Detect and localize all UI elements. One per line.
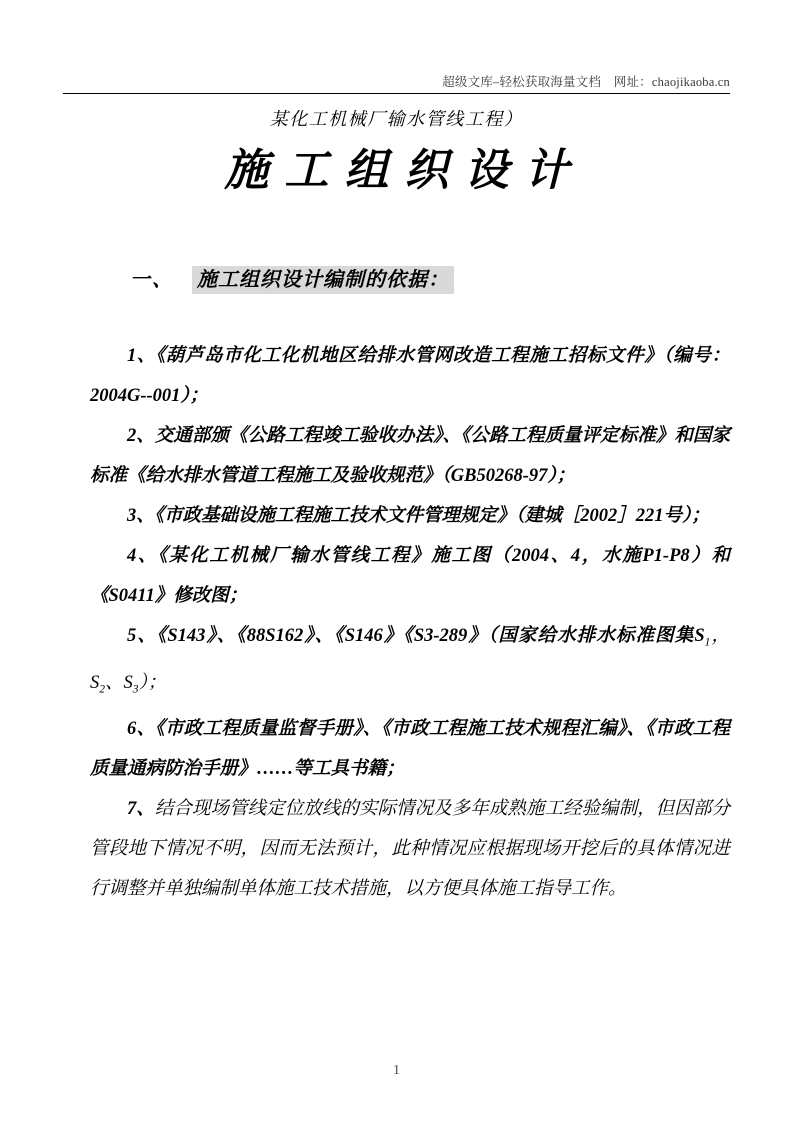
- page-number: 1: [393, 1063, 400, 1078]
- list-item-text-mid: ，S: [90, 626, 730, 693]
- list-item: [90, 789, 730, 909]
- header-divider-rule: [63, 93, 730, 94]
- list-item-number: 2、: [127, 426, 155, 446]
- document-main-title: 施工组织设计: [224, 146, 585, 195]
- list-item-number: 1、: [127, 346, 157, 366]
- basis-list: [90, 336, 730, 909]
- list-item-text: 《某化工机械厂输水管线工程》施工图（2004、4，水施P1-P8）和《S0411》修改图；: [90, 546, 730, 606]
- list-item-text-mid: 、S: [104, 672, 133, 693]
- list-item-text: 结合现场管线定位放线的实际情况及多年成熟施工经验编制，但因部分管段地下情况不明，因而无法预计，此种情况应根据现场开挖后的具体情况进行调整并单独编制单体施工技术措施，以方便具体施工指导工作。: [90, 799, 730, 900]
- list-item-text: 《S143》、《88S162》、《S146》《S3-289》（国家给水排水标准图集S: [156, 626, 705, 646]
- list-item-text: 交通部颁《公路工程竣工验收办法》、《公路工程质量评定标准》和国家标准《给水排水管道工程施工及验收规范》（GB50268-97）；: [90, 426, 730, 486]
- subscript-1: 1: [704, 636, 711, 649]
- subscript-3: 3: [132, 683, 139, 696]
- list-item: [90, 416, 730, 496]
- section-number: 一、: [130, 269, 174, 291]
- list-item: [90, 709, 730, 789]
- list-item-text: 《市政基础设施工程施工技术文件管理规定》（建城［2002］221号）；: [154, 506, 710, 526]
- list-item: [90, 536, 730, 616]
- list-item-number: 5、: [127, 626, 157, 646]
- page-header: [63, 70, 730, 94]
- list-item-text-end: ）；: [138, 672, 167, 693]
- list-item-text: 《市政工程质量监督手册》、《市政工程施工技术规程汇编》、《市政工程质量通病防治手册》……等工具书籍；: [90, 719, 730, 780]
- header-watermark-text: 超级文库–轻松获取海量文档 网址：chaojikaoba.cn: [442, 75, 730, 89]
- section-label-highlighted: 施工组织设计编制的依据：: [192, 266, 454, 294]
- section-heading: [130, 264, 454, 296]
- list-item: [90, 336, 730, 416]
- subscript-2: 2: [99, 683, 105, 696]
- list-item-number: 6、: [127, 719, 156, 740]
- list-item: [90, 496, 730, 536]
- document-subtitle: 某化工机械厂输水管线工程）: [269, 109, 524, 129]
- list-item-number: 7、: [127, 799, 155, 820]
- list-item: [90, 616, 730, 709]
- list-item-number: 4、: [127, 546, 159, 566]
- list-item-text: 《葫芦岛市化工化机地区给排水管网改造工程施工招标文件》（编号：2004G--001）；: [90, 346, 730, 406]
- list-item-number: 3、: [127, 506, 155, 526]
